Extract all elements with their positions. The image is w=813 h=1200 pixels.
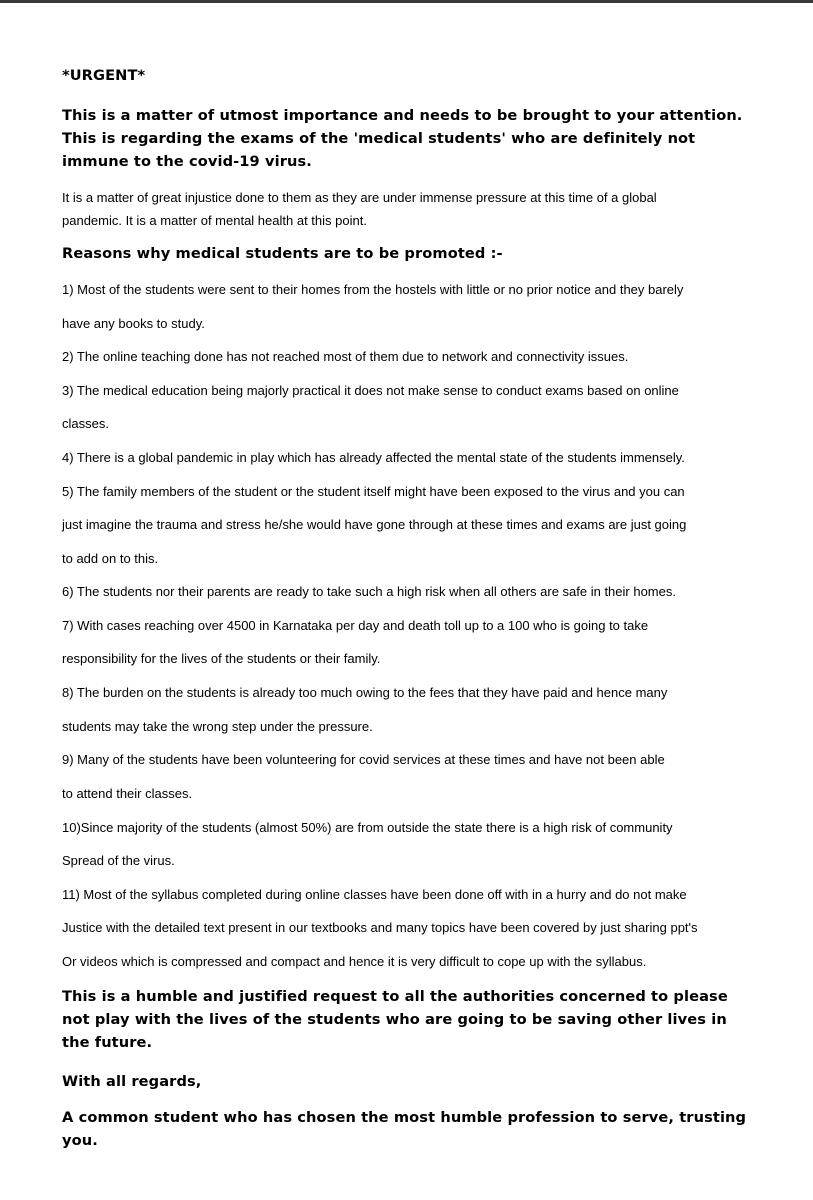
reason-line: 8) The burden on the students is already too much owing to the fees that they have paid and hence many bbox=[62, 685, 668, 700]
signature-paragraph bbox=[62, 1106, 782, 1152]
intro-line: This is a matter of utmost importance and needs to be brought to your attention. bbox=[62, 107, 743, 124]
reason-line: to attend their classes. bbox=[62, 786, 193, 801]
closing-line: This is a humble and justified request to all the authorities concerned to please bbox=[62, 988, 728, 1005]
reason-line: 3) The medical education being majorly practical it does not make sense to conduct exams based on online bbox=[62, 383, 679, 398]
reason-line: 11) Most of the syllabus completed during online classes have been done off with in a hurry and do not make bbox=[62, 887, 687, 902]
reason-line: classes. bbox=[62, 416, 109, 431]
closing-line: not play with the lives of the students who are going to be saving other lives in bbox=[62, 1011, 727, 1028]
closing-line: the future. bbox=[62, 1034, 153, 1051]
reason-line: 1) Most of the students were sent to their homes from the hostels with little or no prior notice and they barely bbox=[62, 282, 684, 297]
context-line: pandemic. It is a matter of mental health at this point. bbox=[62, 213, 367, 228]
reason-line: just imagine the trauma and stress he/she would have gone through at these times and exams are just going bbox=[62, 517, 687, 532]
regards-line: With all regards, bbox=[62, 1073, 202, 1090]
reason-line: have any books to study. bbox=[62, 316, 205, 331]
signature-line: A common student who has chosen the most humble profession to serve, trusting bbox=[62, 1109, 747, 1126]
context-paragraph bbox=[62, 186, 777, 232]
reason-line: responsibility for the lives of the students or their family. bbox=[62, 651, 381, 666]
reasons-heading: Reasons why medical students are to be promoted :- bbox=[62, 245, 503, 262]
reason-line: 4) There is a global pandemic in play which has already affected the mental state of the students immensely. bbox=[62, 450, 685, 465]
context-line: It is a matter of great injustice done to them as they are under immense pressure at this time of a global bbox=[62, 190, 657, 205]
urgent-label: *URGENT* bbox=[62, 67, 146, 84]
reason-line: 10)Since majority of the students (almost 50%) are from outside the state there is a high risk of community bbox=[62, 820, 673, 835]
reason-line: Justice with the detailed text present in our textbooks and many topics have been covered by just sharing ppt's bbox=[62, 920, 698, 935]
signature-line: you. bbox=[62, 1132, 98, 1149]
closing-paragraph bbox=[62, 985, 782, 1054]
intro-line: This is regarding the exams of the 'medical students' who are definitely not bbox=[62, 130, 696, 147]
reason-line: 2) The online teaching done has not reached most of them due to network and connectivity issues. bbox=[62, 349, 629, 364]
reason-line: 5) The family members of the student or the student itself might have been exposed to the virus and you can bbox=[62, 484, 685, 499]
reason-line: 6) The students nor their parents are ready to take such a high risk when all others are safe in their homes. bbox=[62, 584, 676, 599]
intro-line: immune to the covid-19 virus. bbox=[62, 153, 312, 170]
reason-line: students may take the wrong step under the pressure. bbox=[62, 719, 373, 734]
reason-line: Or videos which is compressed and compact and hence it is very difficult to cope up with the syllabus. bbox=[62, 954, 647, 969]
reason-line: to add on to this. bbox=[62, 551, 159, 566]
reason-line: Spread of the virus. bbox=[62, 853, 175, 868]
reason-line: 7) With cases reaching over 4500 in Karnataka per day and death toll up to a 100 who is going to take bbox=[62, 618, 649, 633]
reason-line: 9) Many of the students have been volunteering for covid services at these times and have not been able bbox=[62, 752, 665, 767]
intro-paragraph bbox=[62, 104, 782, 173]
